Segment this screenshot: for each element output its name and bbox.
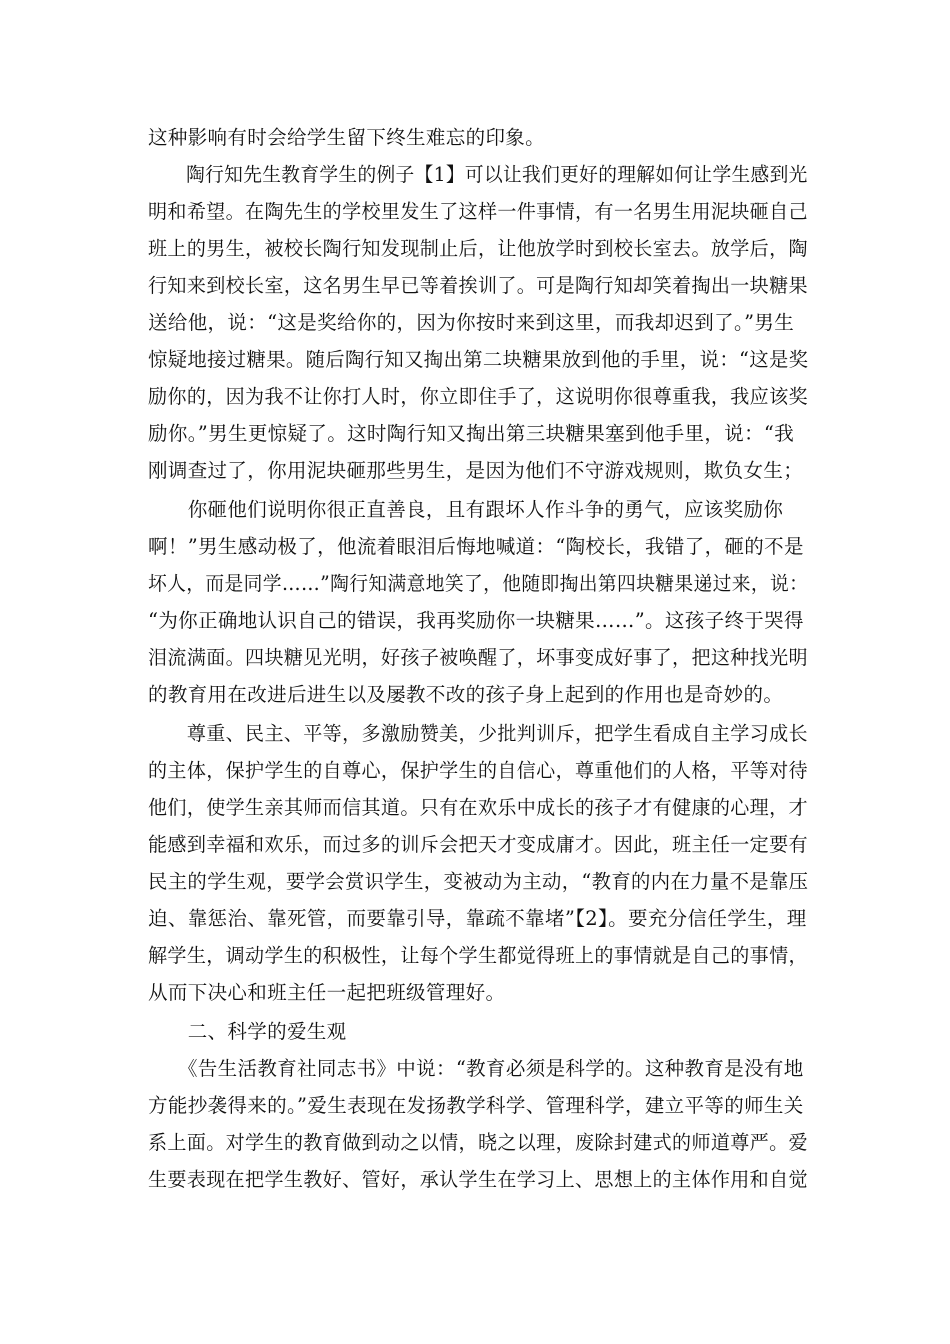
- text-line: “为你正确地认识自己的错误，我再奖励你一块糖果……”。这孩子终于哭得: [148, 609, 804, 632]
- text-line: 从而下决心和班主任一起把班级管理好。: [148, 981, 506, 1004]
- text-line: 送给他，说：“这是奖给你的，因为你按时来到这里，而我却迟到了。”男生: [148, 311, 795, 334]
- text-line: 行知来到校长室，这名男生早已等着挨训了。可是陶行知却笑着掏出一块糖果: [148, 274, 808, 297]
- text-line: 尊重、民主、平等，多激励赞美，少批判训斥，把学生看成自主学习成长: [148, 722, 808, 745]
- text-line: 泪流满面。四块糖见光明，好孩子被唤醒了，坏事变成好事了，把这种找光明: [148, 646, 808, 669]
- text-line: 生要表现在把学生教好、管好，承认学生在学习上、思想上的主体作用和自觉: [148, 1168, 808, 1191]
- text-line: 解学生，调动学生的积极性，让每个学生都觉得班上的事情就是自己的事情，: [148, 944, 808, 967]
- text-line: 民主的学生观，要学会赏识学生，变被动为主动，“教育的内在力量不是靠压: [148, 870, 809, 893]
- text-line: 励你。”男生更惊疑了。这时陶行知又掏出第三块糖果塞到他手里，说：“我: [148, 422, 795, 445]
- text-line: 班上的男生，被校长陶行知发现制止后，让他放学时到校长室去。放学后，陶: [148, 237, 808, 260]
- text-line: 系上面。对学生的教育做到动之以情，晓之以理，废除封建式的师道尊严。爱: [148, 1131, 808, 1154]
- text-line: 《告生活教育社同志书》中说：“教育必须是科学的。这种教育是没有地: [148, 1057, 804, 1080]
- text-line: 明和希望。在陶先生的学校里发生了这样一件事情，有一名男生用泥块砸自己: [148, 200, 808, 223]
- text-line: 陶行知先生教育学生的例子【1】可以让我们更好的理解如何让学生感到光: [148, 163, 808, 186]
- text-line: 坏人，而是同学……”陶行知满意地笑了，他随即掏出第四块糖果递过来，说：: [148, 572, 809, 595]
- text-line: 方能抄袭得来的。”爱生表现在发扬教学科学、管理科学，建立平等的师生关: [148, 1094, 804, 1117]
- text-line: 励你的，因为我不让你打人时，你立即住手了，这说明你很尊重我，我应该奖: [148, 385, 808, 408]
- text-line: 惊疑地接过糖果。随后陶行知又掏出第二块糖果放到他的手里，说：“这是奖: [148, 348, 809, 371]
- text-line: 的教育用在改进后进生以及屡教不改的孩子身上起到的作用也是奇妙的。: [148, 683, 784, 706]
- text-line: 的主体，保护学生的自尊心，保护学生的自信心，尊重他们的人格，平等对待: [148, 759, 808, 782]
- section-heading: 二、科学的爱生观: [148, 1020, 347, 1043]
- text-line: 啊！”男生感动极了，他流着眼泪后悔地喊道：“陶校长，我错了，砸的不是: [148, 535, 804, 558]
- text-line: 迫、靠惩治、靠死管，而要靠引导，靠疏不靠堵”【2】。要充分信任学生，理: [148, 907, 807, 930]
- text-line: 他们，使学生亲其师而信其道。只有在欢乐中成长的孩子才有健康的心理，才: [148, 796, 808, 819]
- text-line: 这种影响有时会给学生留下终生难忘的印象。: [148, 126, 546, 149]
- text-line: 能感到幸福和欢乐，而过多的训斥会把天才变成庸才。因此，班主任一定要有: [148, 833, 808, 856]
- text-line: 你砸他们说明你很正直善良，且有跟坏人作斗争的勇气，应该奖励你: [148, 498, 784, 521]
- text-line: 刚调查过了，你用泥块砸那些男生，是因为他们不守游戏规则，欺负女生；: [148, 459, 804, 482]
